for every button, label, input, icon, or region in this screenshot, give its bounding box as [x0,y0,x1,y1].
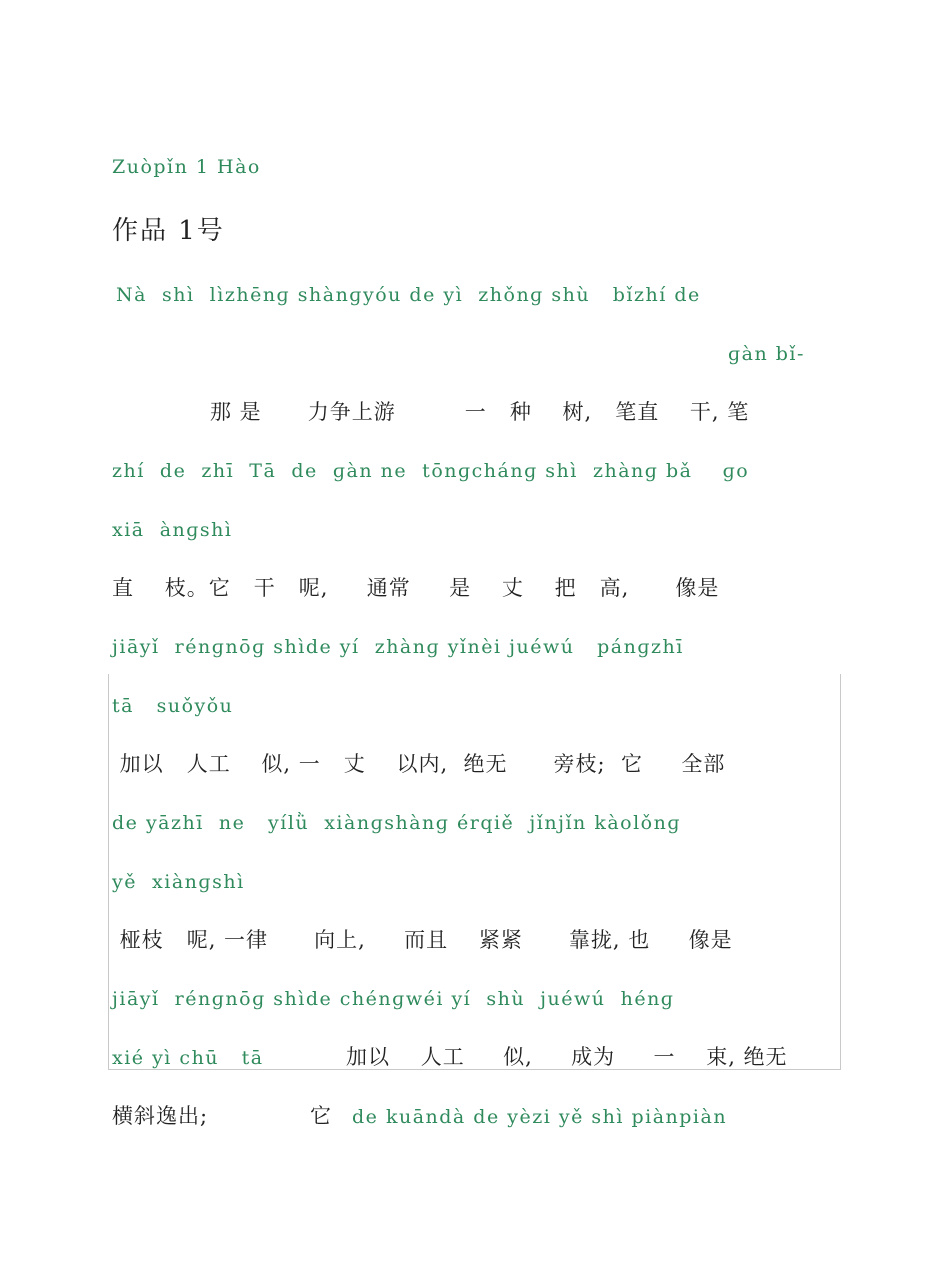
pinyin-line: de yāzhī ne yílǜ xiànɡshànɡ érqiě jǐnjǐn kàolǒnɡ [112,812,682,834]
hanzi-line: 那 是 力争上游 一 种 树, 笔直 干, 笔 [210,400,750,424]
title-hanzi: 作品 1号 [112,216,225,246]
title-pinyin: Zuòpǐn 1 Hào [112,156,261,178]
hanzi-line: 直 枝。它 干 呢, 通常 是 丈 把 高, 像是 [112,576,720,600]
pinyin-line: tā suǒyǒu [112,695,234,717]
hanzi-line: 加以 人工 似, 一 丈 以内, 绝无 旁枝; 它 全部 [112,752,726,776]
pinyin-line: zhí de zhī Tā de ɡàn ne tōnɡchánɡ shì zhànɡ bǎ ɡo [112,460,750,482]
pinyin-line: de kuāndà de yèzi yě shì piànpiàn [352,1106,728,1128]
pinyin-line: jiāyǐ rénɡnōɡ shìde chénɡwéi yí shù juéwú hénɡ [112,988,675,1010]
pinyin-line: xié yì chū tā [112,1047,264,1069]
pinyin-line: ɡàn bǐ- [728,343,805,365]
pinyin-line: xiā ànɡshì [112,519,233,541]
pinyin-line: jiāyǐ rénɡnōɡ shìde yí zhànɡ yǐnèi juéwú pánɡzhī [112,636,684,658]
hanzi-line: 横斜逸出; [112,1104,209,1128]
hanzi-line: 加以 人工 似, 成为 一 束, 绝无 [346,1045,788,1069]
hanzi-line: 桠枝 呢, 一律 向上, 而且 紧紧 靠拢, 也 像是 [112,928,733,952]
pinyin-line: yě xiànɡshì [112,871,245,893]
pinyin-line: Nà shì lìzhēnɡ shànɡyóu de yì zhǒnɡ shù bǐzhí de [116,284,701,306]
hanzi-line: 它 [310,1104,332,1128]
